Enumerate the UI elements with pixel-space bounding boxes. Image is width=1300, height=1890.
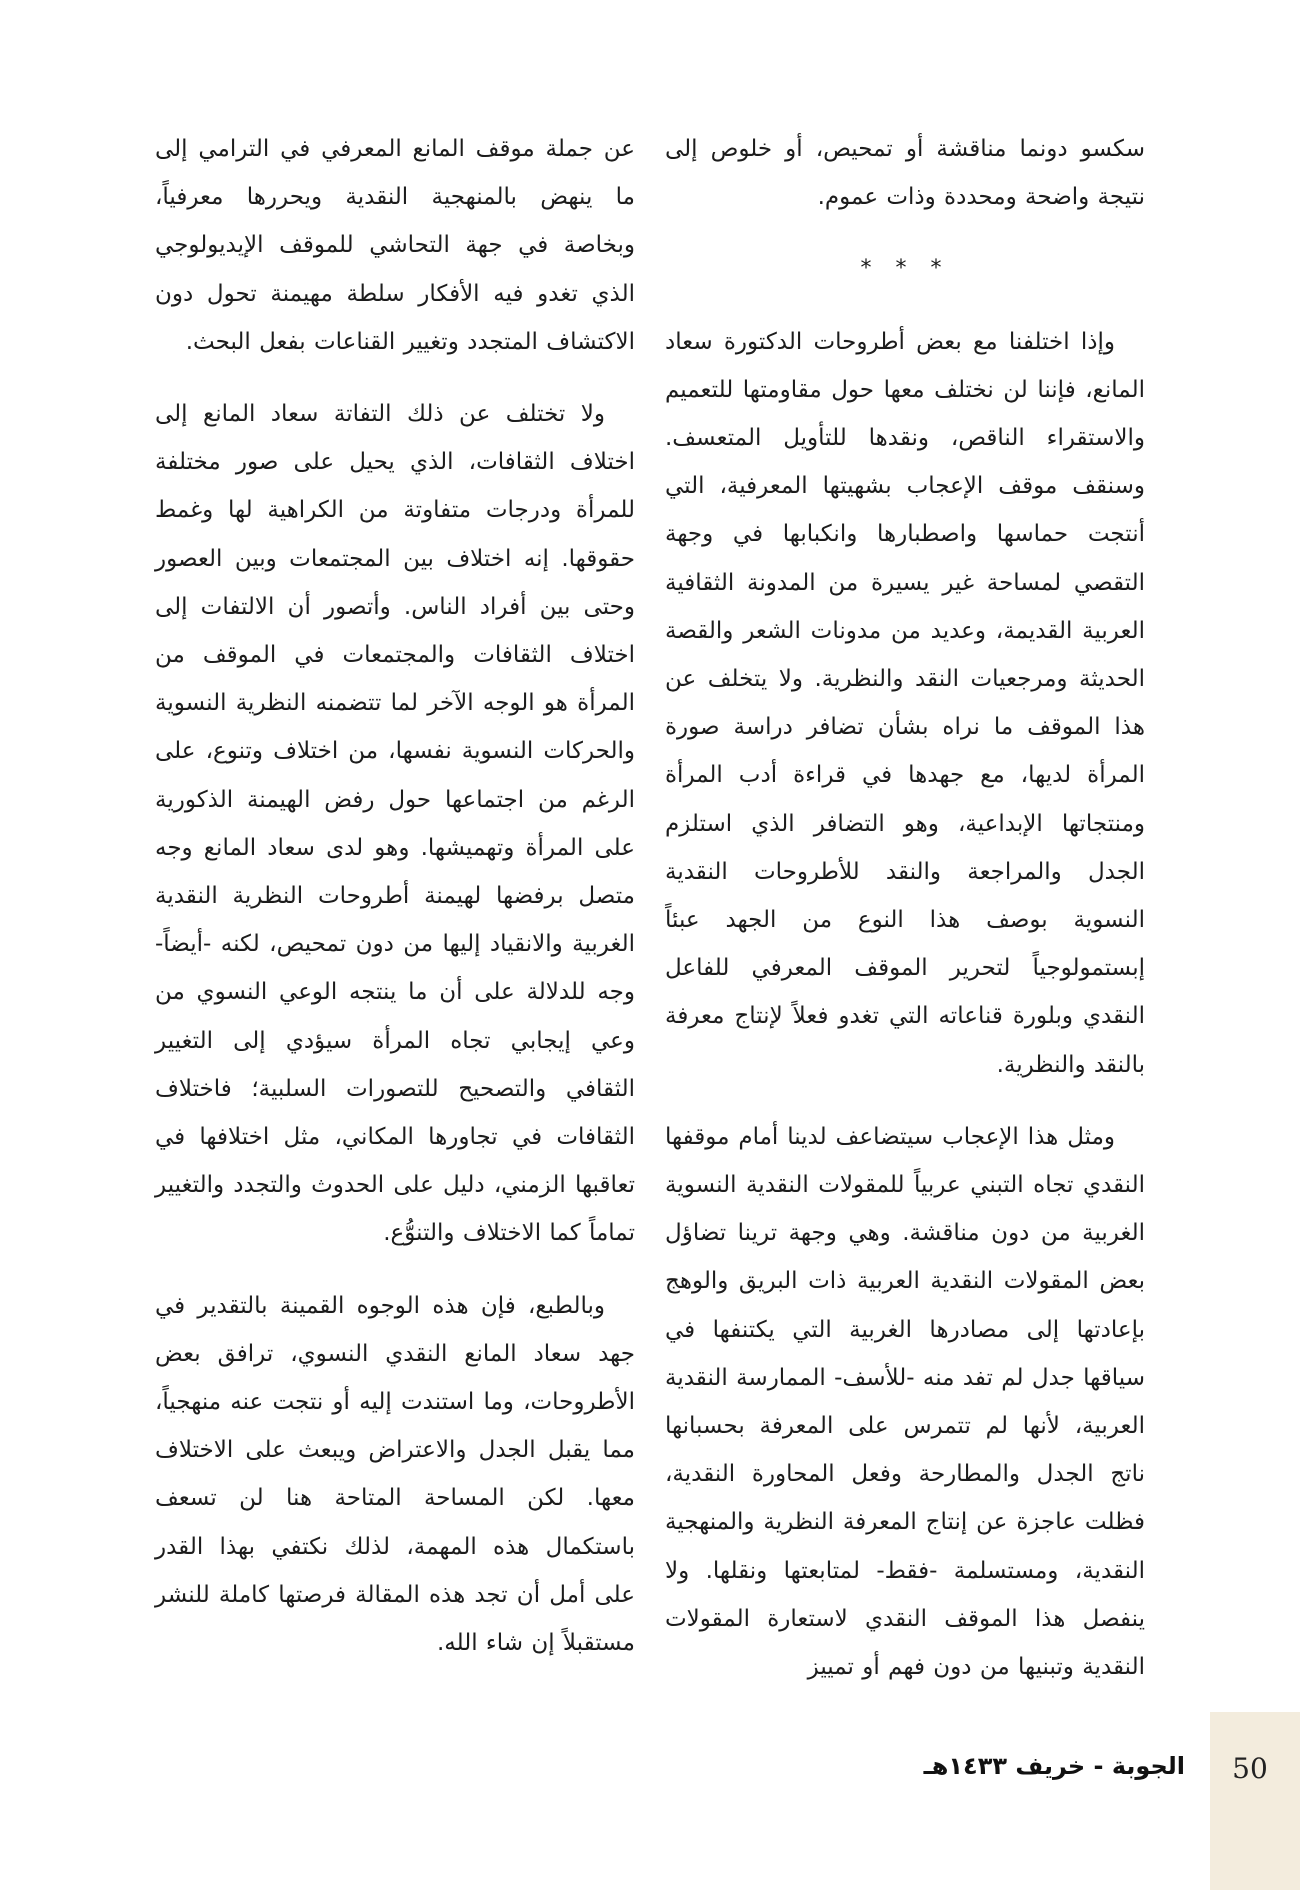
article-column-left bbox=[155, 125, 635, 1691]
paragraph: وإذا اختلفنا مع بعض أطروحات الدكتورة سعاد المانع، فإننا لن نختلف معها حول مقاومتها للتعميم والاستقراء الناقص، ونقدها للتأويل المتعسف. وسنقف موقف الإعجاب بشهيتها المعرفية، التي أنتجت حماسها واصطبارها وانكبابها في وجهة التقصي لمساحة غير يسيرة من المدونة الثقافية العربية القديمة، وعديد من مدونات الشعر والقصة الحديثة ومرجعيات النقد والنظرية. ولا يتخلف عن هذا الموقف ما نراه بشأن تضافر دراسة صورة المرأة لديها، مع جهدها في قراءة أدب المرأة ومنتجاتها الإبداعية، وهو التضافر الذي استلزم الجدل والمراجعة والنقد للأطروحات النقدية النسوية بوصف هذا النوع من الجهد عبئاً إبستمولوجياً لتحرير الموقف المعرفي للفاعل النقدي وبلورة قناعاته التي تغدو فعلاً لإنتاج معرفة بالنقد والنظرية. bbox=[665, 328, 1145, 1078]
paragraph: ومثل هذا الإعجاب سيتضاعف لدينا أمام موقفها النقدي تجاه التبني عربياً للمقولات النقدية النسوية الغربية من دون مناقشة. وهي وجهة ترينا تضاؤل بعض المقولات النقدية العربية ذات البريق والوهج بإعادتها إلى مصادرها الغربية التي يكتنفها في سياقها جدل لم تفد منه -للأسف- الممارسة النقدية العربية، لأنها لم تتمرس على المعرفة بحسبانها ناتج الجدل والمطارحة وفعل المحاورة النقدية، فظلت عاجزة عن إنتاج المعرفة النظرية والمنهجية النقدية، ومستسلمة -فقط- لمتابعتها ونقلها. ولا ينفصل هذا الموقف النقدي لاستعارة المقولات النقدية وتبنيها من دون فهم أو تمييز bbox=[665, 1123, 1145, 1681]
paragraph: سكسو دونما مناقشة أو تمحيص، أو خلوص إلى نتيجة واضحة ومحددة وذات عموم. bbox=[665, 136, 1145, 211]
magazine-issue-label: الجوبة - خريف ١٤٣٣هـ bbox=[923, 1752, 1185, 1780]
page-number: 50 bbox=[1232, 1752, 1268, 1785]
paragraph: ولا تختلف عن ذلك التفاتة سعاد المانع إلى اختلاف الثقافات، الذي يحيل على صور مختلفة للمرأة ودرجات متفاوتة من الكراهية لها وغمط حقوقها. إنه اختلاف بين المجتمعات وبين العصور وحتى بين أفراد الناس. وأتصور أن الالتفات إلى اختلاف الثقافات والمجتمعات في الموقف من المرأة هو الوجه الآخر لما تتضمنه النظرية النسوية والحركات النسوية نفسها، من اختلاف وتنوع، على الرغم من اجتماعها حول رفض الهيمنة الذكورية على المرأة وتهميشها. وهو لدى سعاد المانع وجه متصل برفضها لهيمنة أطروحات النظرية النقدية الغربية والانقياد إليها من دون تمحيص، لكنه -أيضاً- وجه للدلالة على أن ما ينتجه الوعي النسوي من وعي إيجابي تجاه المرأة سيؤدي إلى التغيير الثقافي والتصحيح للتصورات السلبية؛ فاختلاف الثقافات في تجاورها المكاني، مثل اختلافها في تعاقبها الزمني، دليل على الحدوث والتجدد والتغيير تماماً كما الاختلاف والتنوُّع. bbox=[155, 401, 635, 1247]
paragraph: وبالطبع، فإن هذه الوجوه القمينة بالتقدير في جهد سعاد المانع النقدي النسوي، ترافق بعض الأطروحات، وما استندت إليه أو نتجت عنه منهجياً، مما يقبل الجدل والاعتراض ويبعث على الاختلاف معها. لكن المساحة المتاحة هنا لن تسعف باستكمال هذه المهمة، لذلك نكتفي بهذا القدر على أمل أن تجد هذه المقالة فرصتها كاملة للنشر مستقبلاً إن شاء الله. bbox=[155, 1292, 635, 1657]
page-number-band bbox=[1210, 1712, 1300, 1890]
section-separator: * * * bbox=[860, 256, 950, 282]
article-column-right bbox=[665, 125, 1145, 1715]
paragraph: عن جملة موقف المانع المعرفي في الترامي إلى ما ينهض بالمنهجية النقدية ويحررها معرفياً، وبخاصة في جهة التحاشي للموقف الإيديولوجي الذي تغدو فيه الأفكار سلطة مهيمنة تحول دون الاكتشاف المتجدد وتغيير القناعات بفعل البحث. bbox=[155, 136, 635, 355]
